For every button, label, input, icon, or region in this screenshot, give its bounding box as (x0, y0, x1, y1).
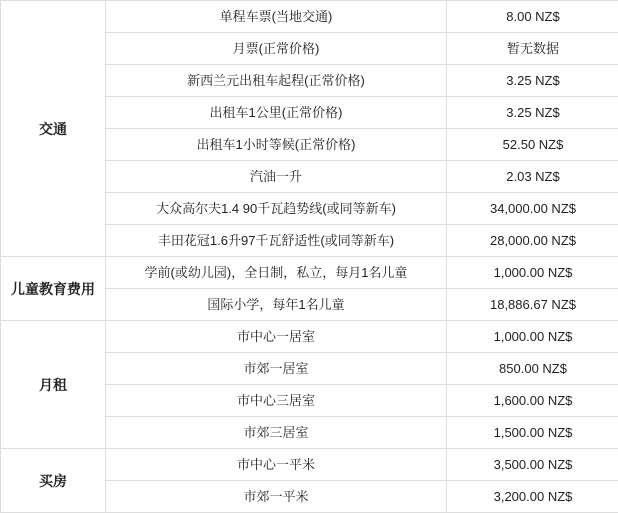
item-label: 市郊一平米 (106, 481, 447, 513)
table-row (1, 257, 618, 289)
item-label: 市郊一居室 (106, 353, 447, 385)
item-label: 丰田花冠1.6升97千瓦舒适性(或同等新车) (106, 225, 447, 257)
item-label: 市中心三居室 (106, 385, 447, 417)
item-price: 暂无数据 (447, 33, 618, 65)
table-row (1, 449, 618, 481)
item-label: 单程车票(当地交通) (106, 1, 447, 33)
item-price: 850.00 NZ$ (447, 353, 618, 385)
table-row (1, 321, 618, 353)
item-label: 国际小学，每年1名儿童 (106, 289, 447, 321)
category-label: 交通 (1, 1, 106, 257)
item-label: 学前(或幼儿园)，全日制，私立，每月1名儿童 (106, 257, 447, 289)
item-price: 3.25 NZ$ (447, 65, 618, 97)
item-price: 28,000.00 NZ$ (447, 225, 618, 257)
item-price: 1,600.00 NZ$ (447, 385, 618, 417)
item-price: 3,200.00 NZ$ (447, 481, 618, 513)
item-price: 1,000.00 NZ$ (447, 257, 618, 289)
item-label: 出租车1小时等候(正常价格) (106, 129, 447, 161)
item-price: 1,000.00 NZ$ (447, 321, 618, 353)
category-label: 买房 (1, 449, 106, 513)
item-label: 月票(正常价格) (106, 33, 447, 65)
item-label: 新西兰元出租车起程(正常价格) (106, 65, 447, 97)
item-price: 1,500.00 NZ$ (447, 417, 618, 449)
item-price: 3,500.00 NZ$ (447, 449, 618, 481)
item-price: 18,886.67 NZ$ (447, 289, 618, 321)
item-price: 8.00 NZ$ (447, 1, 618, 33)
item-label: 出租车1公里(正常价格) (106, 97, 447, 129)
item-price: 52.50 NZ$ (447, 129, 618, 161)
item-label: 汽油一升 (106, 161, 447, 193)
item-label: 大众高尔夫1.4 90千瓦趋势线(或同等新车) (106, 193, 447, 225)
table-row (1, 1, 618, 33)
item-label: 市郊三居室 (106, 417, 447, 449)
item-label: 市中心一平米 (106, 449, 447, 481)
item-price: 3.25 NZ$ (447, 97, 618, 129)
item-price: 34,000.00 NZ$ (447, 193, 618, 225)
item-price: 2.03 NZ$ (447, 161, 618, 193)
category-label: 月租 (1, 321, 106, 449)
table-body (1, 1, 618, 513)
item-label: 市中心一居室 (106, 321, 447, 353)
category-label: 儿童教育费用 (1, 257, 106, 321)
